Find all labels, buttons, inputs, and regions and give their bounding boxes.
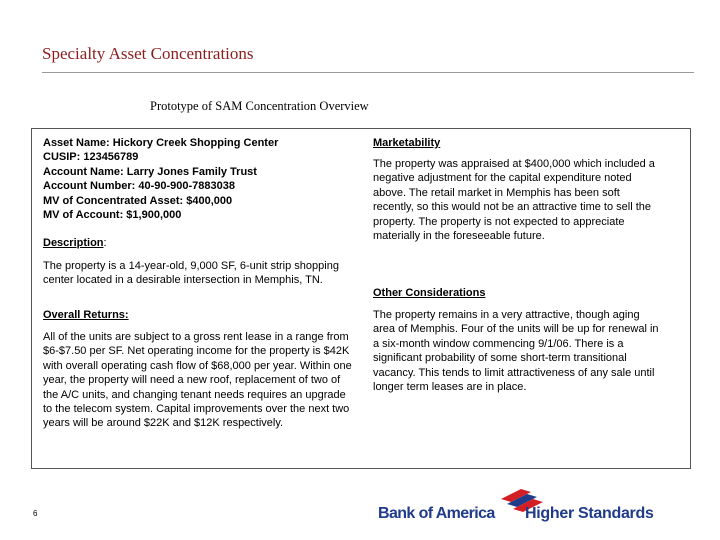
marketability-text: The property was appraised at $400,000 which included a negative adjustment for the capital expenditure noted above. The retail market in Memphis has been soft recently, so this would not be an attractive time to sell the property. The property is not expected to appreciate materially in the foreseeable future. (373, 158, 655, 243)
logo-wordmark: Bank of America (378, 505, 495, 522)
other-considerations-text: The property remains in a very attractive, though aging area of Memphis. Four of the units will be up for renewal in a six-month window commencing 9/1/06. There is a significant probability of some short-term transitional vacancy. This tends to limit attractiveness of any sale until longer term leases are in place. (373, 309, 659, 394)
page-title: Specialty Asset Concentrations (42, 44, 254, 63)
asset-details (43, 136, 353, 222)
cusip: CUSIP: 123456789 (43, 151, 139, 164)
account-name: Account Name: Larry Jones Family Trust (43, 165, 257, 178)
other-considerations-heading-text: Other Considerations (373, 287, 486, 299)
description-text: The property is a 14-year-old, 9,000 SF, 6-unit strip shopping center located in a desirable intersection in Memphis, TN. (43, 260, 339, 287)
mv-concentrated-asset: MV of Concentrated Asset: $400,000 (43, 194, 233, 207)
description-heading (43, 236, 353, 250)
marketability-heading-text: Marketability (373, 137, 441, 149)
title-divider (42, 72, 694, 73)
marketability-heading (373, 136, 663, 150)
page-subtitle: Prototype of SAM Concentration Overview (150, 99, 369, 113)
returns-text: All of the units are subject to a gross rent lease in a range from $6-$7.50 per SF. Net operating income for the property is $42K with overall operating cash flow of $68,000 per year. Within one year, the property will need a new roof, replacement of two of the A/C units, and changing tenant needs requires an upgrade to the telecom system. Capital improvements over the next two years will be around $22K and $12K respectively. (43, 331, 352, 430)
description-heading-text: Description (43, 237, 104, 249)
returns-heading (43, 308, 353, 322)
tagline: Higher Standards (525, 505, 654, 522)
asset-name: Asset Name: Hickory Creek Shopping Center (43, 137, 279, 149)
mv-account: MV of Account: $1,900,000 (43, 209, 182, 222)
other-considerations-heading (373, 286, 663, 300)
page-number: 6 (33, 509, 38, 518)
returns-heading-text: Overall Returns: (43, 309, 129, 321)
description-colon: : (103, 237, 107, 249)
bank-of-america-logo (378, 486, 688, 526)
account-number: Account Number: 40-90-900-7883038 (43, 180, 235, 193)
